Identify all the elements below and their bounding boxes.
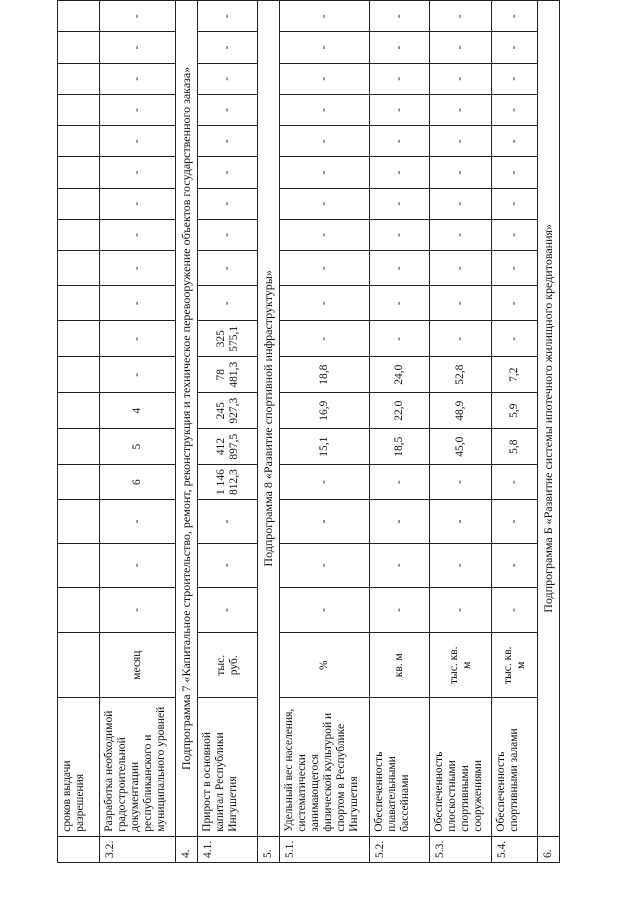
value-cell: - bbox=[280, 465, 370, 500]
value-cell: - bbox=[430, 126, 492, 157]
value-cell: - bbox=[198, 63, 258, 94]
value-cell: - bbox=[492, 94, 538, 125]
value-cell: 15,1 bbox=[280, 429, 370, 465]
value-cell: - bbox=[280, 94, 370, 125]
value-cell: - bbox=[430, 94, 492, 125]
value-cell bbox=[58, 94, 100, 125]
value-cell bbox=[58, 32, 100, 63]
value-cell: - bbox=[370, 32, 430, 63]
value-cell: 18,8 bbox=[280, 357, 370, 393]
value-cell: 22,0 bbox=[370, 393, 430, 429]
value-cell bbox=[58, 500, 100, 544]
value-cell: - bbox=[430, 188, 492, 219]
value-cell: - bbox=[198, 587, 258, 633]
value-cell: - bbox=[198, 126, 258, 157]
value-cell: - bbox=[430, 500, 492, 544]
value-cell: - bbox=[492, 157, 538, 188]
table-row bbox=[100, 1, 176, 863]
value-cell: - bbox=[100, 543, 176, 587]
value-cell: - bbox=[280, 286, 370, 321]
value-cell: - bbox=[492, 251, 538, 286]
value-cell: - bbox=[100, 157, 176, 188]
value-cell: 5 bbox=[100, 429, 176, 465]
value-cell bbox=[58, 465, 100, 500]
row-number: 5.2. bbox=[370, 836, 430, 862]
value-cell: - bbox=[492, 1, 538, 32]
value-cell: - bbox=[100, 63, 176, 94]
value-cell: - bbox=[370, 94, 430, 125]
indicator-name: Прирост в основной капитал Республики Ингушетия bbox=[198, 698, 258, 837]
value-cell bbox=[58, 357, 100, 393]
unit-cell: месяц bbox=[100, 633, 176, 698]
value-cell: - bbox=[100, 500, 176, 544]
table-row bbox=[280, 1, 370, 863]
unit-cell: тыс. руб. bbox=[198, 633, 258, 698]
unit-cell: тыс. кв. м bbox=[492, 633, 538, 698]
row-number: 3.2. bbox=[100, 836, 176, 862]
value-cell: - bbox=[492, 465, 538, 500]
value-cell: - bbox=[492, 286, 538, 321]
value-cell: - bbox=[370, 465, 430, 500]
value-cell: - bbox=[370, 188, 430, 219]
value-cell: 412 897,5 bbox=[198, 429, 258, 465]
value-cell bbox=[58, 157, 100, 188]
value-cell: - bbox=[100, 357, 176, 393]
value-cell bbox=[58, 543, 100, 587]
row-number: 4. bbox=[176, 836, 198, 862]
value-cell bbox=[58, 393, 100, 429]
value-cell: - bbox=[100, 251, 176, 286]
value-cell: - bbox=[492, 63, 538, 94]
indicator-name: Удельный вес населения, систематически занимающегося физической культурой и спортом в Республике Ингушетия bbox=[280, 698, 370, 837]
value-cell: - bbox=[430, 587, 492, 633]
unit-cell bbox=[58, 633, 100, 698]
value-cell: - bbox=[198, 543, 258, 587]
value-cell: - bbox=[280, 157, 370, 188]
value-cell bbox=[58, 1, 100, 32]
value-cell: 1 146 812,3 bbox=[198, 465, 258, 500]
table-row bbox=[198, 1, 258, 863]
table-row bbox=[258, 1, 280, 863]
value-cell: - bbox=[198, 157, 258, 188]
value-cell bbox=[58, 587, 100, 633]
value-cell: - bbox=[280, 63, 370, 94]
indicator-name: сроков выдачи разрешения bbox=[58, 698, 100, 837]
value-cell: - bbox=[280, 251, 370, 286]
value-cell: - bbox=[370, 63, 430, 94]
indicator-name: Обеспеченность плавательными бассейнами bbox=[370, 698, 430, 837]
value-cell: 52,8 bbox=[430, 357, 492, 393]
value-cell: - bbox=[370, 157, 430, 188]
value-cell: - bbox=[492, 126, 538, 157]
value-cell: 45,0 bbox=[430, 429, 492, 465]
value-cell: - bbox=[198, 219, 258, 250]
row-number: 4.1. bbox=[198, 836, 258, 862]
value-cell: 18,5 bbox=[370, 429, 430, 465]
value-cell: 6 bbox=[100, 465, 176, 500]
value-cell: 48,9 bbox=[430, 393, 492, 429]
value-cell: - bbox=[280, 543, 370, 587]
value-cell: 245 927,3 bbox=[198, 393, 258, 429]
indicator-name: Разработка необходимой градостроительной документации республиканского и муниципального уровней bbox=[100, 698, 176, 837]
value-cell: - bbox=[100, 126, 176, 157]
row-number: 5.4. bbox=[492, 836, 538, 862]
value-cell: - bbox=[280, 188, 370, 219]
row-number: 6. bbox=[538, 836, 560, 862]
value-cell: - bbox=[198, 1, 258, 32]
value-cell: - bbox=[280, 500, 370, 544]
value-cell: - bbox=[370, 500, 430, 544]
value-cell: - bbox=[100, 188, 176, 219]
value-cell: - bbox=[430, 321, 492, 357]
value-cell: - bbox=[492, 543, 538, 587]
value-cell bbox=[58, 188, 100, 219]
unit-cell: кв. м bbox=[370, 633, 430, 698]
unit-cell: тыс. кв. м bbox=[430, 633, 492, 698]
value-cell: 4 bbox=[100, 393, 176, 429]
subprogram-title: Подпрограмма 8 «Развитие спортивной инфраструктуры» bbox=[258, 1, 280, 837]
value-cell bbox=[58, 219, 100, 250]
table-row bbox=[492, 1, 538, 863]
value-cell: - bbox=[370, 251, 430, 286]
row-number: 5.3. bbox=[430, 836, 492, 862]
table-row bbox=[58, 1, 100, 863]
value-cell bbox=[58, 251, 100, 286]
value-cell: 78 481,3 bbox=[198, 357, 258, 393]
value-cell: - bbox=[280, 219, 370, 250]
value-cell: - bbox=[430, 543, 492, 587]
value-cell: - bbox=[280, 587, 370, 633]
value-cell: - bbox=[100, 1, 176, 32]
value-cell: - bbox=[430, 251, 492, 286]
value-cell: - bbox=[100, 219, 176, 250]
subprogram-title: Подпрограмма Б «Развитие системы ипотечного жилищного кредитования» bbox=[538, 1, 560, 837]
value-cell: - bbox=[430, 286, 492, 321]
value-cell: - bbox=[100, 94, 176, 125]
value-cell: - bbox=[198, 500, 258, 544]
value-cell: - bbox=[370, 543, 430, 587]
value-cell: - bbox=[370, 219, 430, 250]
value-cell bbox=[58, 429, 100, 465]
value-cell: - bbox=[492, 219, 538, 250]
table-row bbox=[538, 1, 560, 863]
value-cell: - bbox=[100, 587, 176, 633]
value-cell: 5,8 bbox=[492, 429, 538, 465]
value-cell: - bbox=[430, 63, 492, 94]
value-cell bbox=[58, 126, 100, 157]
value-cell: - bbox=[280, 321, 370, 357]
table-row bbox=[430, 1, 492, 863]
table-row bbox=[370, 1, 430, 863]
value-cell: - bbox=[198, 32, 258, 63]
value-cell: - bbox=[370, 286, 430, 321]
value-cell: 16,9 bbox=[280, 393, 370, 429]
value-cell: 24,0 bbox=[370, 357, 430, 393]
value-cell bbox=[58, 321, 100, 357]
value-cell: - bbox=[280, 1, 370, 32]
value-cell bbox=[58, 63, 100, 94]
value-cell: - bbox=[430, 157, 492, 188]
subprogram-title: Подпрограмма 7 «Капитальное строительство, ремонт, реконструкция и техническое перевооружение объектов государственного заказа» bbox=[176, 1, 198, 837]
value-cell: - bbox=[430, 219, 492, 250]
value-cell: - bbox=[198, 286, 258, 321]
row-number: 5. bbox=[258, 836, 280, 862]
value-cell bbox=[58, 286, 100, 321]
value-cell: - bbox=[370, 587, 430, 633]
value-cell: - bbox=[492, 188, 538, 219]
value-cell: - bbox=[198, 188, 258, 219]
row-number: 5.1. bbox=[280, 836, 370, 862]
value-cell: 5,9 bbox=[492, 393, 538, 429]
value-cell: - bbox=[492, 32, 538, 63]
value-cell: - bbox=[100, 321, 176, 357]
value-cell: - bbox=[430, 32, 492, 63]
indicator-name: Обеспеченность спортивными залами bbox=[492, 698, 538, 837]
value-cell: - bbox=[370, 321, 430, 357]
value-cell: - bbox=[492, 587, 538, 633]
value-cell: - bbox=[100, 32, 176, 63]
value-cell: - bbox=[370, 126, 430, 157]
value-cell: - bbox=[198, 94, 258, 125]
unit-cell: % bbox=[280, 633, 370, 698]
row-number bbox=[58, 836, 100, 862]
value-cell: 7,2 bbox=[492, 357, 538, 393]
value-cell: - bbox=[492, 321, 538, 357]
value-cell: - bbox=[198, 251, 258, 286]
value-cell: - bbox=[370, 1, 430, 32]
value-cell: - bbox=[100, 286, 176, 321]
value-cell: - bbox=[492, 500, 538, 544]
indicator-name: Обеспеченность плоскостными спортивными сооружениями bbox=[430, 698, 492, 837]
value-cell: - bbox=[280, 32, 370, 63]
value-cell: - bbox=[430, 465, 492, 500]
value-cell: 325 575,1 bbox=[198, 321, 258, 357]
indicators-table bbox=[57, 0, 560, 863]
table-row bbox=[176, 1, 198, 863]
value-cell: - bbox=[430, 1, 492, 32]
value-cell: - bbox=[280, 126, 370, 157]
